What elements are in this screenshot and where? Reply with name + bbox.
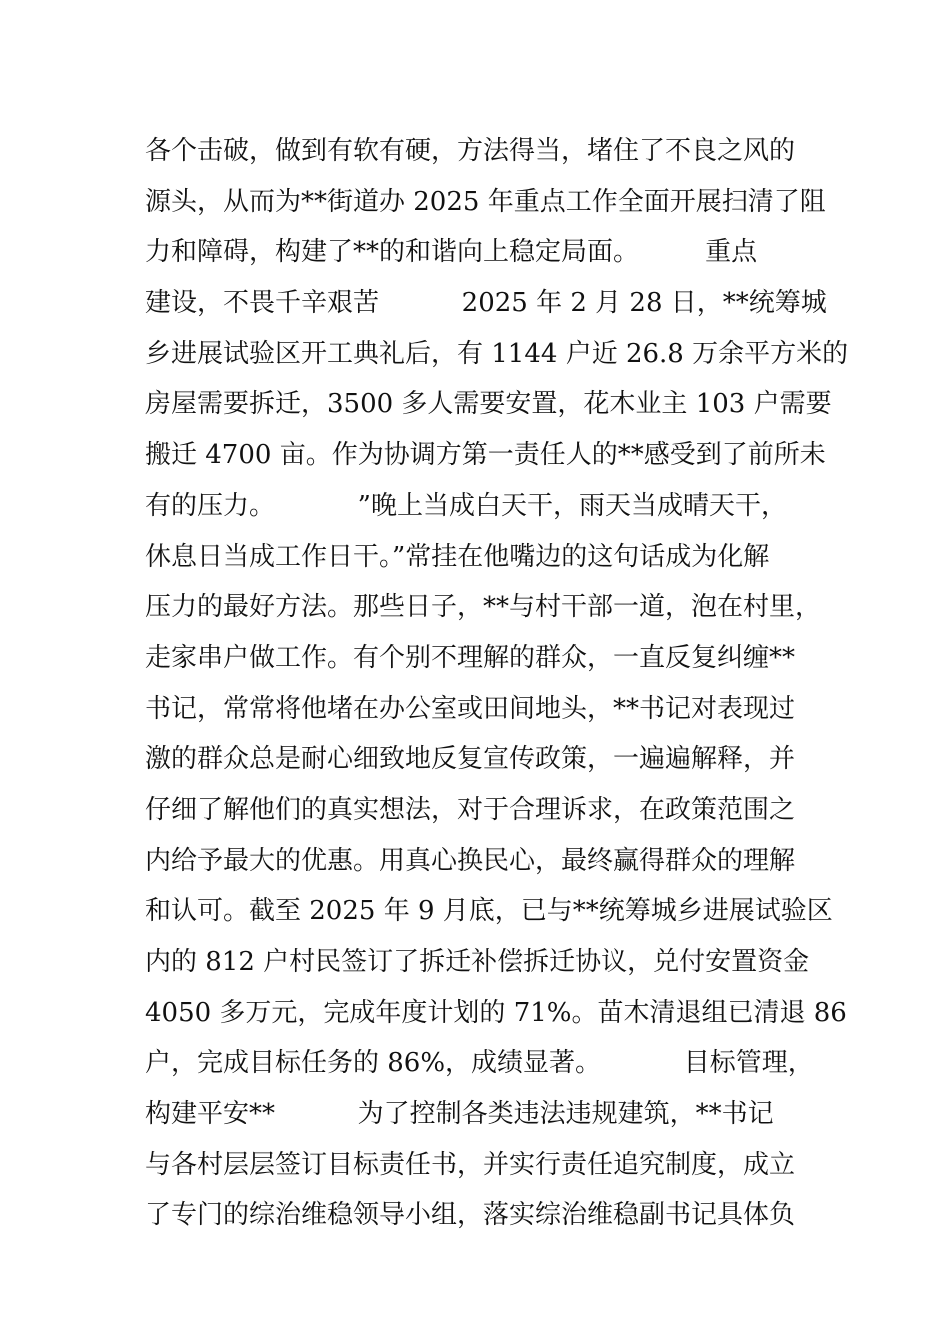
text-line: 内的 812 户村民签订了拆迁补偿拆迁协议，兑付安置资金 xyxy=(145,947,810,977)
text-line: 户，完成目标任务的 86%，成绩显著。 目标管理， xyxy=(145,1048,814,1079)
text-line: 书记，常常将他堵在办公室或田间地头，**书记对表现过 xyxy=(145,693,796,724)
text-line: 构建平安** 为了控制各类违法违规建筑，**书记 xyxy=(145,1099,774,1130)
text-line: 和认可。截至 2025 年 9 月底，已与**统筹城乡进展试验区 xyxy=(145,896,833,927)
text-line: 仔细了解他们的真实想法，对于合理诉求，在政策范围之 xyxy=(145,794,796,825)
text-line: 源头，从而为**街道办 2025 年重点工作全面开展扫清了阻 xyxy=(145,186,826,217)
text-line: 力和障碍，构建了**的和谐向上稳定局面。 重点 xyxy=(145,237,758,268)
text-line: 乡进展试验区开工典礼后，有 1144 户近 26.8 万余平方米的 xyxy=(145,338,849,369)
text-line: 内给予最大的优惠。用真心换民心，最终赢得群众的理解 xyxy=(145,845,796,876)
text-line: 有的压力。 ”晚上当成白天干，雨天当成晴天干， xyxy=(145,490,787,521)
text-line: 走家串户做工作。有个别不理解的群众，一直反复纠缠** xyxy=(145,642,796,673)
text-line: 与各村层层签订目标责任书，并实行责任追究制度，成立 xyxy=(145,1149,796,1180)
text-line: 激的群众总是耐心细致地反复宣传政策，一遍遍解释，并 xyxy=(145,744,796,775)
body-text xyxy=(145,126,849,1241)
text-line: 各个击破，做到有软有硬，方法得当，堵住了不良之风的 xyxy=(145,136,796,166)
text-line: 房屋需要拆迁，3500 多人需要安置，花木业主 103 户需要 xyxy=(145,389,832,420)
text-line: 搬迁 4700 亩。作为协调方第一责任人的**感受到了前所未 xyxy=(145,440,826,471)
text-line: 了专门的综治维稳领导小组，落实综治维稳副书记具体负 xyxy=(145,1200,796,1231)
text-line: 建设，不畏千辛艰苦 2025 年 2 月 28 日，**统筹城 xyxy=(145,288,827,319)
text-line: 压力的最好方法。那些日子，**与村干部一道，泡在村里， xyxy=(145,592,822,623)
text-line: 4050 多万元，完成年度计划的 71%。苗木清退组已清退 86 xyxy=(145,997,847,1028)
text-line: 休息日当成工作日干。”常挂在他嘴边的这句话成为化解 xyxy=(145,541,770,572)
